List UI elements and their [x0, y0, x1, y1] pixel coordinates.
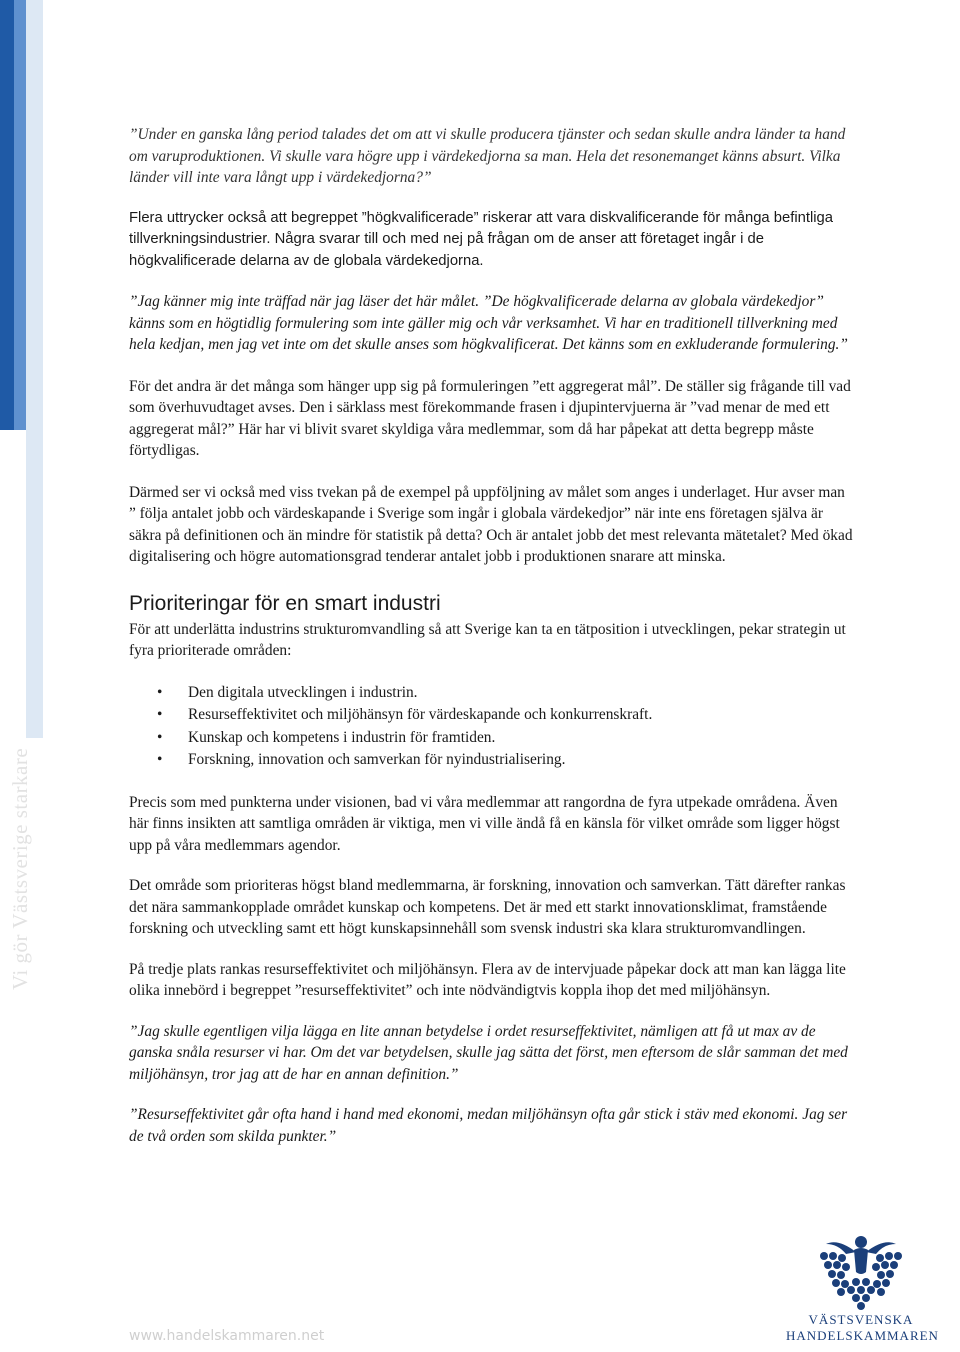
section-heading: Prioriteringar för en smart industri	[129, 591, 441, 615]
bullet-icon: •	[157, 728, 163, 746]
list-item	[129, 727, 855, 750]
list-item-text: Den digitala utvecklingen i industrin.	[188, 683, 418, 701]
logo-line1: VÄSTSVENSKA	[808, 1312, 914, 1327]
paragraph-resource-efficiency: På tredje plats rankas resurseffektivitet och miljöhänsyn. Flera av de intervjuade påpekar dock att man kan lägga lite olika innebörd i begreppet ”resurseffektivitet” och inte nödvändigtvis koppla ihop det med miljöhänsyn.	[129, 960, 846, 999]
priority-list	[129, 682, 855, 772]
list-item-text: Forskning, innovation och samverkan för nyindustrialisering.	[188, 751, 566, 768]
bullet-icon: •	[157, 683, 163, 701]
paragraph-ranking: Precis som med punkterna under visionen, bad vi våra medlemmar att rangordna de fyra utpekade områdena. Även här finns insikten att samtliga områden är viktiga, men vi ville ändå få en känsla för vilket område som ligger högst upp på våra medlemmars agendor.	[129, 793, 840, 854]
list-item-text: Kunskap och kompetens i industrin för framtiden.	[188, 728, 496, 746]
grape-cluster-icon	[786, 1232, 936, 1312]
sidebar-band-mid	[14, 0, 26, 430]
quote-values-chain: ”Under en ganska lång period talades det om att vi skulle producera tjänster och sedan skulle andra länder ta hand om varuproduktionen. Vi skulle vara högre upp i värdekedjorna sa man. Hela det resonemanget känns absurt. Vilka länder vill inte vara långt upp i värdekedjorna?”	[129, 126, 846, 186]
quote-resource-meaning: ”Jag skulle egentligen vilja lägga en lite annan betydelse i ordet resurseffektivitet, nämligen att få ut max av de ganska snåla resurser vi har. Om det var betydelsen, skulle jag sätta det först, men eftersom de slår samman det med miljöhänsyn, tror jag att de har en annan definition.”	[129, 1022, 848, 1083]
list-item	[129, 749, 855, 772]
sidebar-band-dark	[0, 0, 14, 430]
list-item-text: Resurseffektivitet och miljöhänsyn för värdeskapande och konkurrenskraft.	[188, 706, 653, 723]
sidebar-tagline: Vi gör Västsverige starkare	[8, 747, 32, 990]
logo-line2: HANDELSKAMMAREN	[786, 1328, 939, 1343]
paragraph-aggregated-goal: För det andra är det många som hänger upp sig på formuleringen ”ett aggregerat mål”. De ställer sig frågande till vad som överhuvudtaget avses. Den i särklass mest förekommande frasen i djupintervjuerna är ”vad menar de med ett aggregerat mål?” Här har vi blivit svaret skyldiga våra medlemmar, som då har påpekat att detta begrepp måste förtydligas.	[129, 377, 851, 459]
chamber-logo	[786, 1232, 939, 1347]
list-item	[129, 682, 855, 705]
bullet-icon: •	[157, 751, 163, 768]
paragraph-qualification: Flera uttrycker också att begreppet ”högkvalificerade” riskerar att vara diskvalificerande för många befintliga tillverkningsindustrier. Några svarar till och med nej på frågan om de anser att företaget ingår i de högkvalificerade delarna av de globala värdekedjorna.	[129, 209, 834, 269]
list-item	[129, 704, 855, 727]
paragraph-follow-up: Därmed ser vi också med viss tvekan på de exempel på uppföljning av målet som anges i underlaget. Hur avser man ” följa antalet jobb och värdeskapande i Sverige som ingår i globala värdekedjor” när inte ens företagen själva är säkra på definitionen och än mindre för statistik på detta? Och är antalet jobb det mest relevanta mätetalet? Med ökad digitalisering och högre automationsgrad tenderar antalet jobb i produktionen snarare att minska.	[129, 483, 853, 565]
document-body	[129, 124, 855, 1147]
bullet-icon: •	[157, 706, 163, 723]
quote-economy: ”Resurseffektivitet går ofta hand i hand med ekonomi, medan miljöhänsyn ofta går stick i stäv med ekonomi. Jag ser de två orden som skilda punkter.”	[129, 1106, 848, 1145]
paragraph-research-priority: Det område som prioriteras högst bland medlemmarna, är forskning, innovation och samverkan. Tätt därefter rankas det nära sammankopplade området kunskap och kompetens. Det är med ett starkt innovationsklimat, framstående forskning och utveckling samt ett högt kunskapsinnehåll som svensk industri ska klara strukturomvandlingen.	[129, 877, 846, 937]
paragraph-priorities-intro: För att underlätta industrins strukturomvandling så att Sverige kan ta en tätposition i utvecklingen, pekar strategin ut fyra prioriterade områden:	[129, 620, 846, 659]
sidebar-band-light	[26, 0, 43, 738]
footer-url: www.handelskammaren.net	[129, 1328, 325, 1344]
quote-not-affected: ”Jag känner mig inte träffad när jag läser det här målet. ”De högkvalificerade delarna av globala värdekedjor” känns som en högtidlig formulering som inte gäller mig och vår verksamhet. Vi har en traditionell tillverkning med hela kedjan, men jag vet inte om det skulle anses som högkvalificerat. Det känns som en exkluderande formulering.”	[129, 293, 848, 353]
